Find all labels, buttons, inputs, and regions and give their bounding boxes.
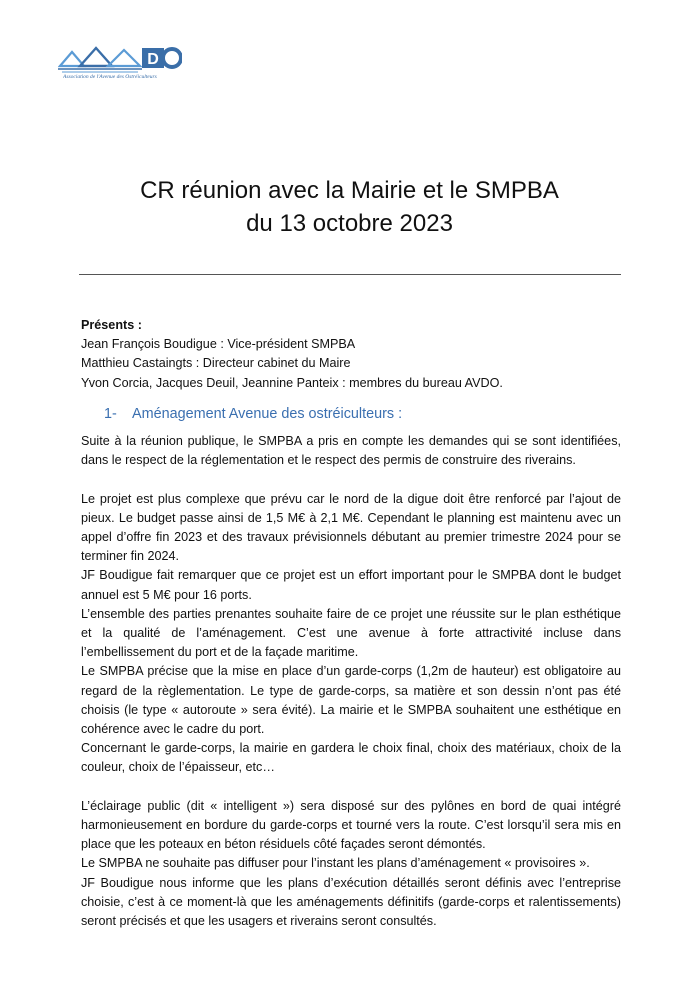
- paragraph: JF Boudigue nous informe que les plans d’exécution détaillés seront définis avec l’entreprise choisie, c’est à ce moment-là que les aménagements définitifs (garde-corps et ralentissements) seront précisés et que les usagers et riverains seront consultés.: [81, 875, 621, 929]
- paragraph: JF Boudigue fait remarquer que ce projet est un effort important pour le SMPBA dont le budget annuel est 5 M€ pour 16 ports.: [81, 568, 621, 602]
- section-heading: [104, 404, 402, 424]
- attendees-label: Présents :: [81, 318, 142, 332]
- svg-text:D: D: [147, 51, 159, 68]
- attendee-line: Yvon Corcia, Jacques Deuil, Jeannine Panteix : membres du bureau AVDO.: [81, 375, 503, 390]
- paragraph: Le projet est plus complexe que prévu car le nord de la digue doit être renforcé par l’ajout de pieux. Le budget passe ainsi de 1,5 M€ à 2,1 M€. Cependant le planning est maintenu avec un appel d’offre fin 2023 et des travaux prévisionnels débutant au premier trimestre 2024 pour se terminer fin 2024.: [81, 491, 621, 564]
- paragraph: L’éclairage public (dit « intelligent ») sera disposé sur des pylônes en bord de quai intégré harmonieusement en bordure du garde-corps et tourné vers la route. C’est lorsqu’il sera mis en place que les poteaux en béton résiduels côté façades seront démontés.: [81, 798, 621, 852]
- paragraph: L’ensemble des parties prenantes souhaite faire de ce projet une réussite sur le plan esthétique et la qualité de l’aménagement. C’est une avenue à forte attractivité incluse dans l’embellissement du port et de la façade maritime.: [81, 606, 621, 660]
- attendee-line: Matthieu Castaingts : Directeur cabinet du Maire: [81, 356, 351, 371]
- attendees-block: [81, 316, 621, 393]
- avdo-letters: [142, 48, 181, 68]
- document-title-line1: CR réunion avec la Mairie et le SMPBA: [140, 177, 559, 204]
- house-roofs-icon: [58, 48, 142, 72]
- logo-caption: Association de l'Avenue des Ostréiculteurs: [63, 74, 157, 80]
- section-title: Aménagement Avenue des ostréiculteurs :: [132, 406, 403, 422]
- attendee-line: Jean François Boudigue : Vice-président SMPBA: [81, 337, 356, 352]
- paragraph: Suite à la réunion publique, le SMPBA a pris en compte les demandes qui se sont identifiées, dans le respect de la réglementation et le respect des permis de construire des riverains.: [81, 434, 621, 468]
- paragraph: Le SMPBA précise que la mise en place d’un garde-corps (1,2m de hauteur) est obligatoire au regard de la règlementation. Le type de garde-corps, sa matière et son dessin n’ont pas été choisis (le type « autoroute » sera évité). La mairie et le SMPBA souhaitent une esthétique en cohérence avec le cadre du port.: [81, 664, 621, 737]
- document-title-line2: du 13 octobre 2023: [246, 210, 453, 237]
- body-text: [81, 432, 621, 931]
- title-divider: [79, 274, 621, 275]
- paragraph: Le SMPBA ne souhaite pas diffuser pour l’instant les plans d’aménagement « provisoires ».: [81, 856, 590, 871]
- section-number: 1-: [104, 406, 117, 422]
- paragraph: Concernant le garde-corps, la mairie en gardera le choix final, choix des matériaux, choix de la couleur, choix de l’épaisseur, etc…: [81, 741, 621, 775]
